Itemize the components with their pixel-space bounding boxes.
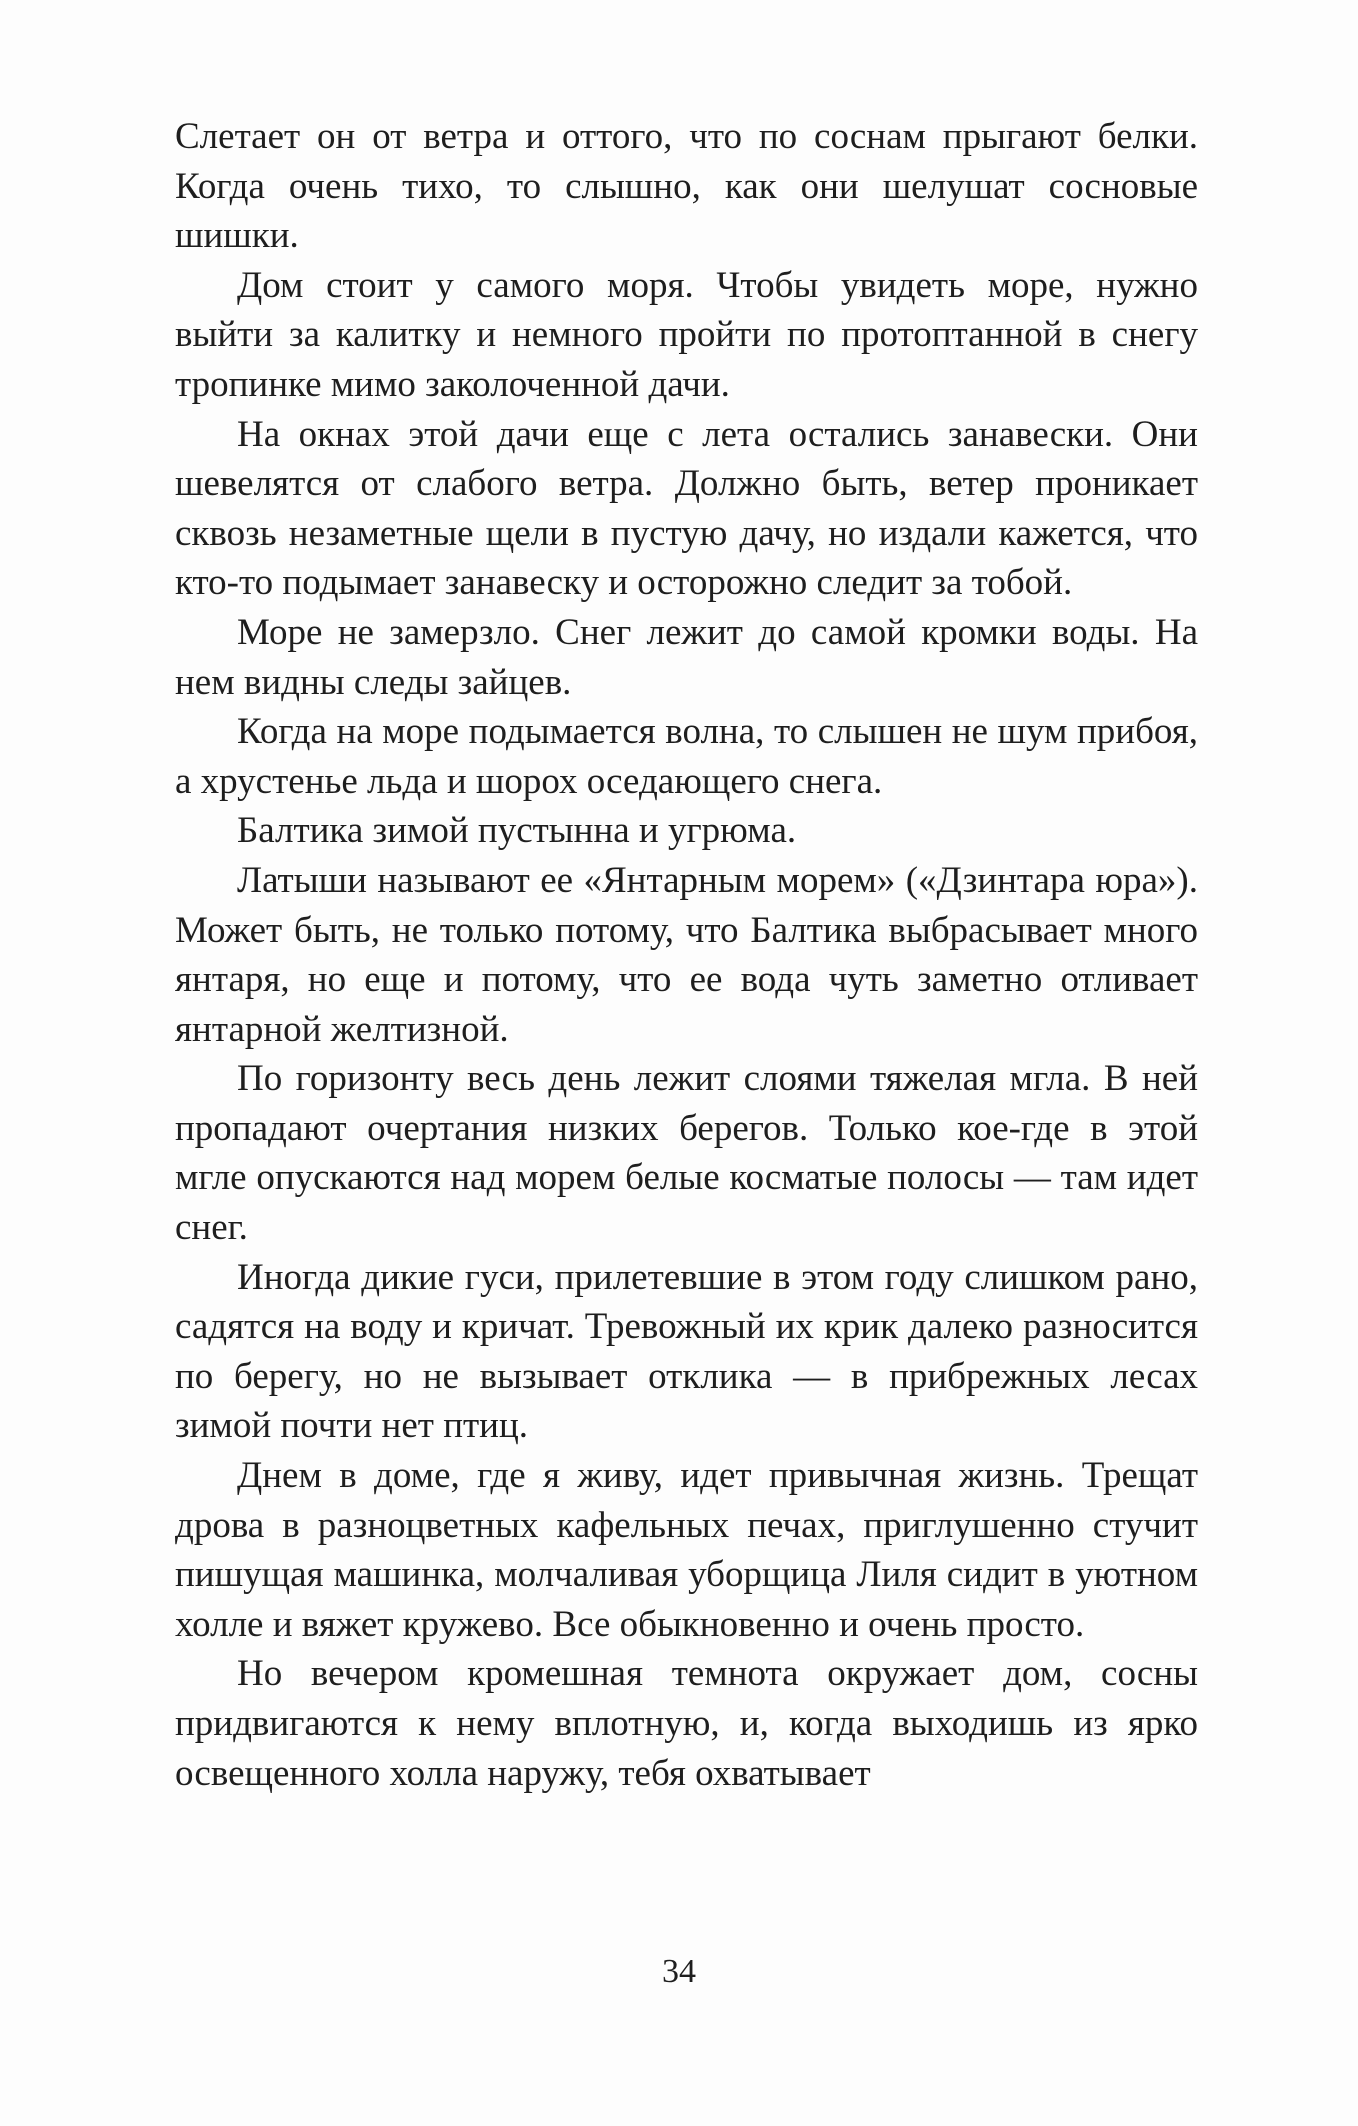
body-text: [175, 112, 1198, 1798]
paragraph-4: Море не замерзло. Снег лежит до самой кромки воды. На нем видны следы зайцев.: [175, 611, 1198, 703]
paragraph-5: Когда на море подымается волна, то слышен не шум прибоя, а хрустенье льда и шорох оседающего снега.: [175, 711, 1198, 802]
paragraph-8: По горизонту весь день лежит слоями тяжелая мгла. В ней пропадают очертания низких берегов. Только кое-где в этой мгле опускаются над морем белые косматые полосы — там идет снег.: [175, 1058, 1198, 1249]
page-number: 34: [662, 1953, 696, 1990]
paragraph-1: Слетает он от ветра и оттого, что по соснам прыгают белки. Когда очень тихо, то слышно, как они шелушат сосновые шишки.: [175, 116, 1198, 257]
paragraph-11: Но вечером кромешная темнота окружает дом, сосны придвигаются к нему вплотную, и, когда выходишь из ярко освещенного холла наружу, тебя охватывает: [175, 1653, 1198, 1794]
paragraph-2: Дом стоит у самого моря. Чтобы увидеть море, нужно выйти за калитку и немного пройти по протоптанной в снегу тропинке мимо заколоченной дачи.: [175, 264, 1198, 405]
paragraph-9: Иногда дикие гуси, прилетевшие в этом году слишком рано, садятся на воду и кричат. Тревожный их крик далеко разносится по берегу, но не вызывает отклика — в прибрежных лесах зимой почти нет птиц.: [175, 1256, 1198, 1447]
paragraph-10: Днем в доме, где я живу, идет привычная жизнь. Трещат дрова в разноцветных кафельных печах, приглушенно стучит пишущая машинка, молчаливая уборщица Лиля сидит в уютном холле и вяжет кружево. Все обыкновенно и очень просто.: [175, 1455, 1198, 1645]
paragraph-3: На окнах этой дачи еще с лета остались занавески. Они шевелятся от слабого ветра. Должно быть, ветер проникает сквозь незаметные щели в пустую дачу, но издали кажется, что кто-то подымает занавеску и осторожно следит за тобой.: [175, 413, 1198, 604]
paragraph-6: Балтика зимой пустынна и угрюма.: [237, 810, 797, 852]
paragraph-7: Латыши называют ее «Янтарным морем» («Дзинтара юра»). Может быть, не только потому, что Балтика выбрасывает много янтаря, но еще и потому, что ее вода чуть заметно отливает янтарной желтизной.: [175, 859, 1198, 1050]
